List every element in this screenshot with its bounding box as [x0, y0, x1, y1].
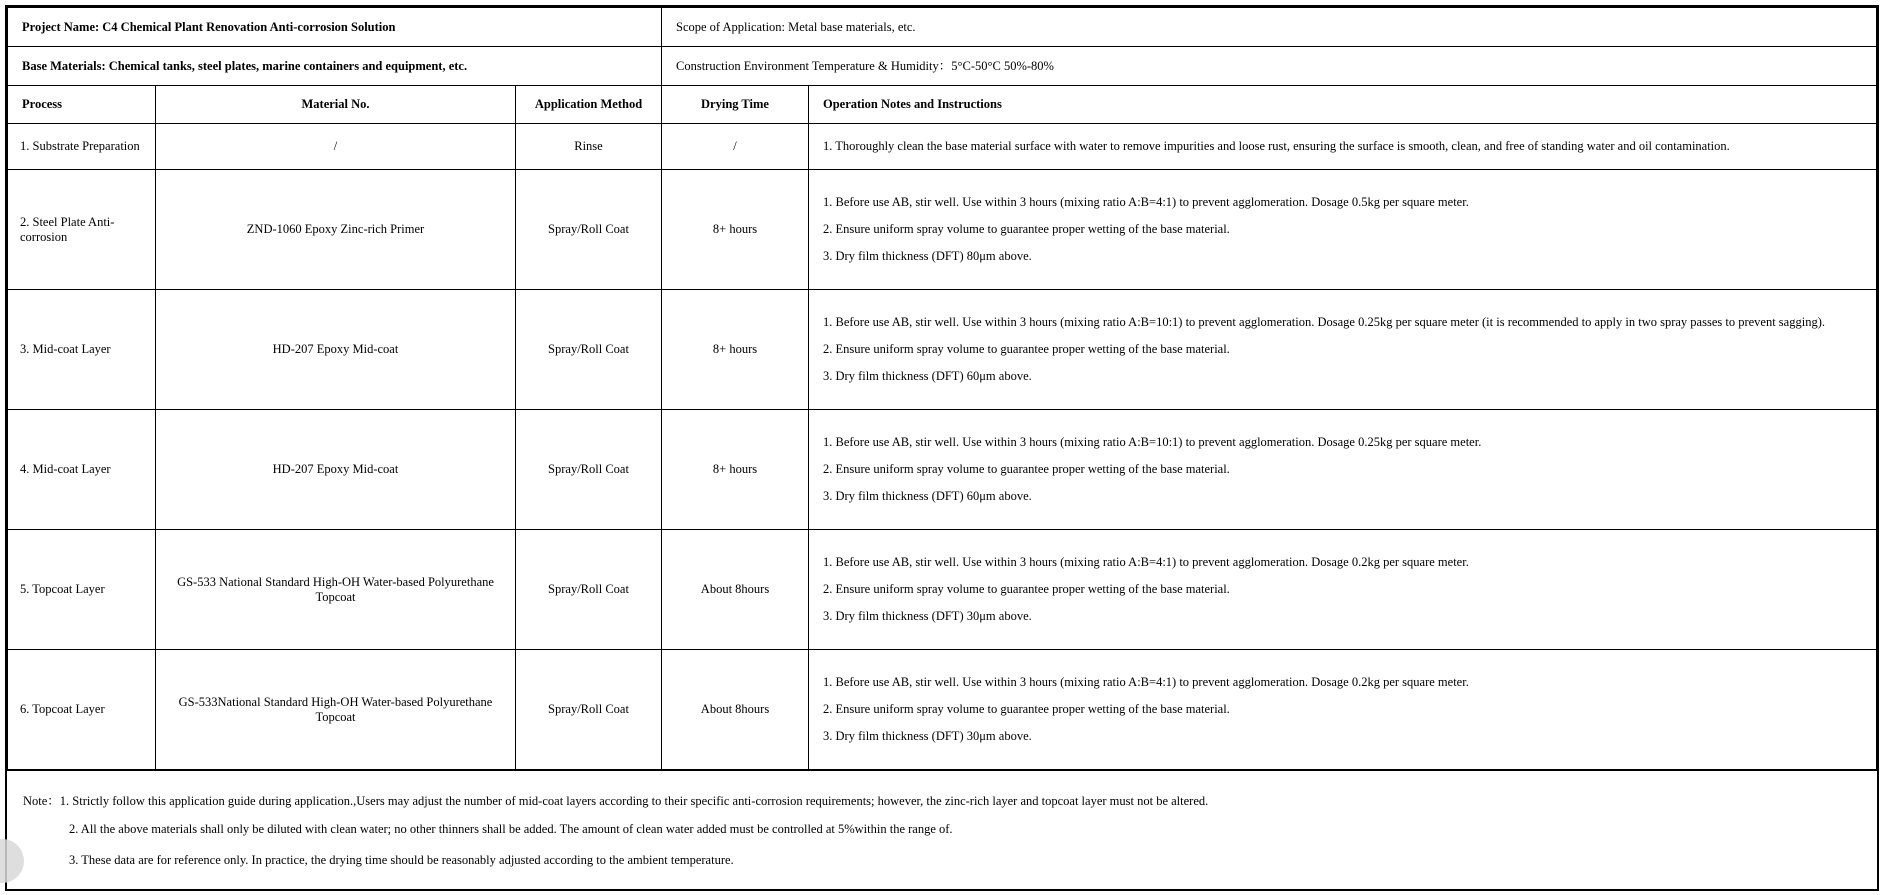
process-cell: 3. Mid-coat Layer	[8, 290, 156, 410]
application-table	[7, 7, 1877, 770]
process-cell: 5. Topcoat Layer	[8, 530, 156, 650]
table-row	[8, 124, 1877, 170]
base-materials-cell: Base Materials: Chemical tanks, steel plates, marine containers and equipment, etc.	[8, 47, 662, 86]
note-line: 3. Dry film thickness (DFT) 60μm above.	[823, 489, 1032, 503]
method-cell: Spray/Roll Coat	[516, 650, 662, 770]
footnote-1: Note：1. Strictly follow this application guide during application.,Users may adjust the number of mid-coat layers according to their specific anti-corrosion requirements; however, the zinc-rich layer and topcoat layer must not be altered.	[23, 794, 1209, 808]
process-cell: 4. Mid-coat Layer	[8, 410, 156, 530]
footnotes	[7, 770, 1877, 889]
notes-cell	[809, 650, 1877, 770]
application-guide-document	[5, 5, 1879, 891]
note-line: 1. Before use AB, stir well. Use within 3 hours (mixing ratio A:B=4:1) to prevent agglomeration. Dosage 0.2kg per square meter.	[823, 555, 1469, 569]
material-cell: GS-533National Standard High-OH Water-based Polyurethane Topcoat	[156, 650, 516, 770]
col-header-material: Material No.	[156, 86, 516, 124]
note-line: 2. Ensure uniform spray volume to guarantee proper wetting of the base material.	[823, 342, 1230, 356]
col-header-process: Process	[8, 86, 156, 124]
table-row	[8, 410, 1877, 530]
footnote-2: 2. All the above materials shall only be diluted with clean water; no other thinners shall be added. The amount of clean water added must be controlled at 5%within the range of.	[69, 822, 953, 836]
method-cell: Rinse	[516, 124, 662, 170]
notes-cell	[809, 124, 1877, 170]
scope-cell: Scope of Application: Metal base materials, etc.	[662, 8, 1877, 47]
col-header-notes: Operation Notes and Instructions	[809, 86, 1877, 124]
drying-cell: About 8hours	[662, 530, 809, 650]
note-line: 3. Dry film thickness (DFT) 60μm above.	[823, 369, 1032, 383]
process-cell: 1. Substrate Preparation	[8, 124, 156, 170]
material-cell: HD-207 Epoxy Mid-coat	[156, 290, 516, 410]
material-cell: /	[156, 124, 516, 170]
table-row	[8, 530, 1877, 650]
note-line: 3. Dry film thickness (DFT) 30μm above.	[823, 609, 1032, 623]
material-cell: HD-207 Epoxy Mid-coat	[156, 410, 516, 530]
method-cell: Spray/Roll Coat	[516, 170, 662, 290]
note-line: 2. Ensure uniform spray volume to guarantee proper wetting of the base material.	[823, 462, 1230, 476]
table-row	[8, 650, 1877, 770]
col-header-drying: Drying Time	[662, 86, 809, 124]
material-cell: GS-533 National Standard High-OH Water-based Polyurethane Topcoat	[156, 530, 516, 650]
method-cell: Spray/Roll Coat	[516, 530, 662, 650]
note-line: 1. Before use AB, stir well. Use within 3 hours (mixing ratio A:B=4:1) to prevent agglomeration. Dosage 0.2kg per square meter.	[823, 675, 1469, 689]
col-header-method: Application Method	[516, 86, 662, 124]
project-name-cell: Project Name: C4 Chemical Plant Renovation Anti-corrosion Solution	[8, 8, 662, 47]
environment-cell: Construction Environment Temperature & Humidity：5°C-50°C 50%-80%	[662, 47, 1877, 86]
method-cell: Spray/Roll Coat	[516, 410, 662, 530]
table-body	[8, 124, 1877, 770]
material-cell: ZND-1060 Epoxy Zinc-rich Primer	[156, 170, 516, 290]
note-line: 1. Before use AB, stir well. Use within 3 hours (mixing ratio A:B=10:1) to prevent agglomeration. Dosage 0.25kg per square meter (it is recommended to apply in two spray passes to prevent sagging).	[823, 315, 1825, 329]
note-line: 1. Before use AB, stir well. Use within 3 hours (mixing ratio A:B=4:1) to prevent agglomeration. Dosage 0.5kg per square meter.	[823, 195, 1469, 209]
note-line: 2. Ensure uniform spray volume to guarantee proper wetting of the base material.	[823, 702, 1230, 716]
table-row	[8, 290, 1877, 410]
notes-cell	[809, 170, 1877, 290]
method-cell: Spray/Roll Coat	[516, 290, 662, 410]
note-line: 3. Dry film thickness (DFT) 30μm above.	[823, 729, 1032, 743]
notes-cell	[809, 410, 1877, 530]
notes-cell	[809, 530, 1877, 650]
drying-cell: 8+ hours	[662, 290, 809, 410]
note-line: 2. Ensure uniform spray volume to guarantee proper wetting of the base material.	[823, 222, 1230, 236]
drying-cell: /	[662, 124, 809, 170]
process-cell: 2. Steel Plate Anti-corrosion	[8, 170, 156, 290]
note-line: 2. Ensure uniform spray volume to guarantee proper wetting of the base material.	[823, 582, 1230, 596]
drying-cell: About 8hours	[662, 650, 809, 770]
drying-cell: 8+ hours	[662, 170, 809, 290]
process-cell: 6. Topcoat Layer	[8, 650, 156, 770]
note-line: 3. Dry film thickness (DFT) 80μm above.	[823, 249, 1032, 263]
note-line: 1. Thoroughly clean the base material surface with water to remove impurities and loose rust, ensuring the surface is smooth, clean, and free of standing water and oil contamination.	[823, 139, 1730, 153]
drying-cell: 8+ hours	[662, 410, 809, 530]
notes-cell	[809, 290, 1877, 410]
table-row	[8, 170, 1877, 290]
footnote-3: 3. These data are for reference only. In practice, the drying time should be reasonably adjusted according to the ambient temperature.	[69, 853, 734, 867]
note-line: 1. Before use AB, stir well. Use within 3 hours (mixing ratio A:B=10:1) to prevent agglomeration. Dosage 0.25kg per square meter.	[823, 435, 1482, 449]
